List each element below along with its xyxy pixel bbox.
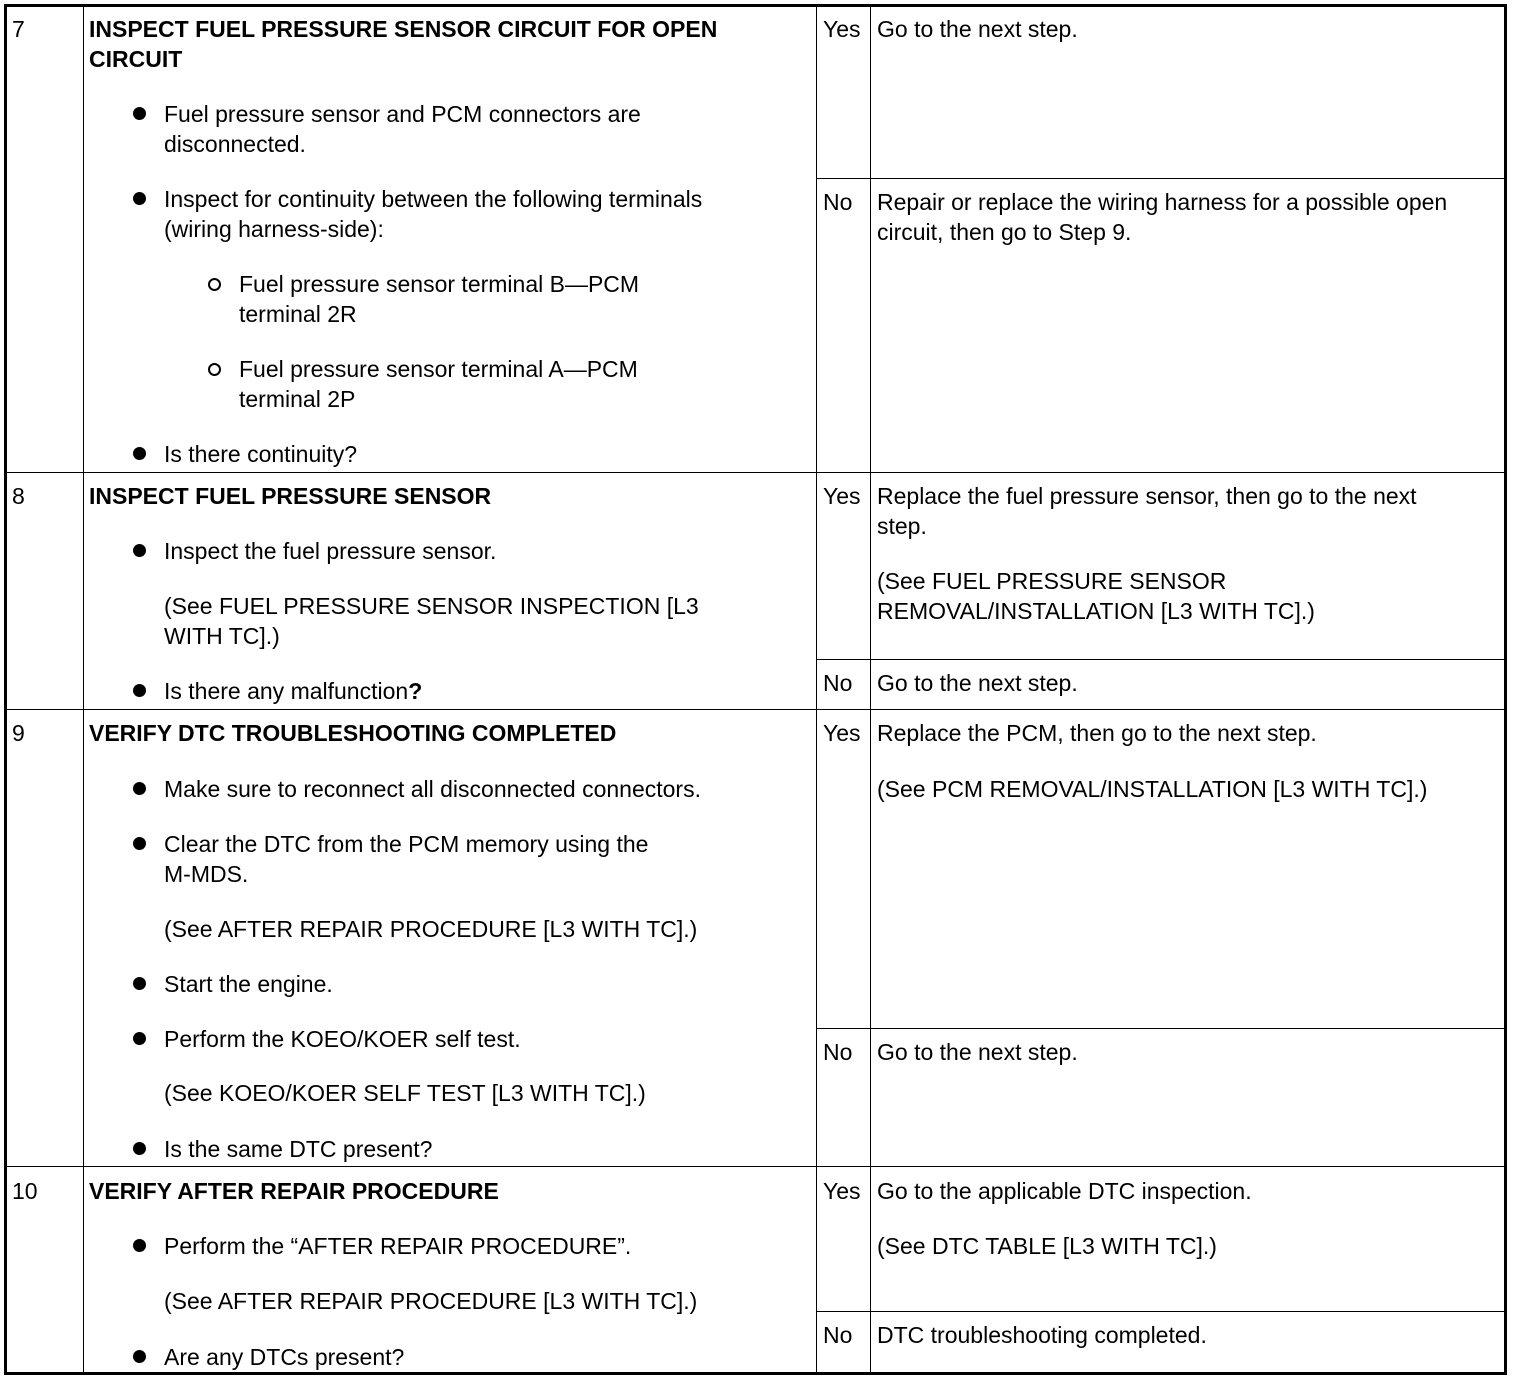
reference-text: (See DTC TABLE [L3 WITH TC].) xyxy=(877,1233,1217,1259)
row-divider xyxy=(7,472,1504,473)
bullet-icon xyxy=(133,837,146,850)
step-item-text: Inspect for continuity between the following terminals xyxy=(164,186,703,212)
bullet-icon xyxy=(133,1350,146,1363)
reference-text: REMOVAL/INSTALLATION [L3 WITH TC].) xyxy=(877,598,1315,624)
step-item-text: (wiring harness-side): xyxy=(164,216,384,242)
step-item-text: Make sure to reconnect all disconnected connectors. xyxy=(164,776,701,802)
bullet-icon xyxy=(133,1239,146,1252)
step-title: CIRCUIT xyxy=(89,46,183,72)
reference-text: (See FUEL PRESSURE SENSOR INSPECTION [L3 xyxy=(164,593,699,619)
reference-text: (See PCM REMOVAL/INSTALLATION [L3 WITH TC].) xyxy=(877,776,1428,802)
bullet-icon xyxy=(133,192,146,205)
step-item-text: Fuel pressure sensor terminal A—PCM xyxy=(239,356,638,382)
yes-no-divider xyxy=(816,178,1504,179)
bullet-icon xyxy=(133,684,146,697)
bullet-icon xyxy=(133,544,146,557)
row-divider xyxy=(7,709,1504,710)
yes-label: Yes xyxy=(823,1178,861,1204)
bullet-icon xyxy=(133,1032,146,1045)
reference-text: (See KOEO/KOER SELF TEST [L3 WITH TC].) xyxy=(164,1080,646,1106)
bullet-icon xyxy=(133,1142,146,1155)
column-divider xyxy=(83,7,84,1372)
yes-action: step. xyxy=(877,513,927,539)
row-divider xyxy=(7,1166,1504,1167)
troubleshooting-table xyxy=(4,4,1507,1375)
yes-action: Go to the next step. xyxy=(877,16,1078,42)
reference-text: (See AFTER REPAIR PROCEDURE [L3 WITH TC].) xyxy=(164,1288,698,1314)
no-label: No xyxy=(823,1039,853,1065)
step-item-text: Fuel pressure sensor and PCM connectors are xyxy=(164,101,641,127)
step-number: 10 xyxy=(12,1178,38,1204)
no-action: Go to the next step. xyxy=(877,1039,1078,1065)
step-item-text: terminal 2P xyxy=(239,386,356,412)
step-number: 8 xyxy=(12,483,25,509)
yes-no-divider xyxy=(816,659,1504,660)
yes-no-divider xyxy=(816,1311,1504,1312)
step-item-text: Fuel pressure sensor terminal B—PCM xyxy=(239,271,640,297)
step-number: 7 xyxy=(12,16,25,42)
yes-no-divider xyxy=(816,1028,1504,1029)
yes-action: Replace the PCM, then go to the next step. xyxy=(877,720,1317,746)
bullet-icon xyxy=(133,977,146,990)
step-title: INSPECT FUEL PRESSURE SENSOR xyxy=(89,483,492,509)
sub-bullet-icon xyxy=(208,363,221,376)
yes-action: Go to the applicable DTC inspection. xyxy=(877,1178,1252,1204)
reference-text: (See FUEL PRESSURE SENSOR xyxy=(877,568,1227,594)
bullet-icon xyxy=(133,782,146,795)
step-title: INSPECT FUEL PRESSURE SENSOR CIRCUIT FOR OPEN xyxy=(89,16,718,42)
no-action: circuit, then go to Step 9. xyxy=(877,219,1132,245)
step-item-text: disconnected. xyxy=(164,131,306,157)
step-item-text: Are any DTCs present? xyxy=(164,1344,405,1370)
step-item-text: Clear the DTC from the PCM memory using the xyxy=(164,831,649,857)
column-divider xyxy=(870,7,871,1372)
yes-label: Yes xyxy=(823,720,861,746)
step-item-text: Perform the “AFTER REPAIR PROCEDURE”. xyxy=(164,1233,632,1259)
reference-text: WITH TC].) xyxy=(164,623,280,649)
yes-label: Yes xyxy=(823,483,861,509)
step-item-text xyxy=(164,676,422,706)
step-item-text: Inspect the fuel pressure sensor. xyxy=(164,538,497,564)
yes-label: Yes xyxy=(823,16,861,42)
step-item-text: Is the same DTC present? xyxy=(164,1136,433,1162)
step-item-text: Perform the KOEO/KOER self test. xyxy=(164,1026,521,1052)
step-item-text: Is there any malfunction xyxy=(164,678,409,704)
step-item-text: terminal 2R xyxy=(239,301,357,327)
column-divider xyxy=(816,7,817,1372)
step-item-text: Start the engine. xyxy=(164,971,333,997)
bullet-icon xyxy=(133,447,146,460)
no-action: DTC troubleshooting completed. xyxy=(877,1322,1207,1348)
reference-text: (See AFTER REPAIR PROCEDURE [L3 WITH TC].) xyxy=(164,916,698,942)
no-action: Go to the next step. xyxy=(877,670,1078,696)
no-label: No xyxy=(823,1322,853,1348)
question-mark: ? xyxy=(408,678,423,704)
no-action: Repair or replace the wiring harness for a possible open xyxy=(877,189,1448,215)
no-label: No xyxy=(823,670,853,696)
bullet-icon xyxy=(133,107,146,120)
step-title: VERIFY DTC TROUBLESHOOTING COMPLETED xyxy=(89,720,617,746)
step-item-text: M-MDS. xyxy=(164,861,249,887)
step-item-text: Is there continuity? xyxy=(164,441,358,467)
step-number: 9 xyxy=(12,720,25,746)
step-title: VERIFY AFTER REPAIR PROCEDURE xyxy=(89,1178,499,1204)
yes-action: Replace the fuel pressure sensor, then go to the next xyxy=(877,483,1417,509)
no-label: No xyxy=(823,189,853,215)
sub-bullet-icon xyxy=(208,278,221,291)
